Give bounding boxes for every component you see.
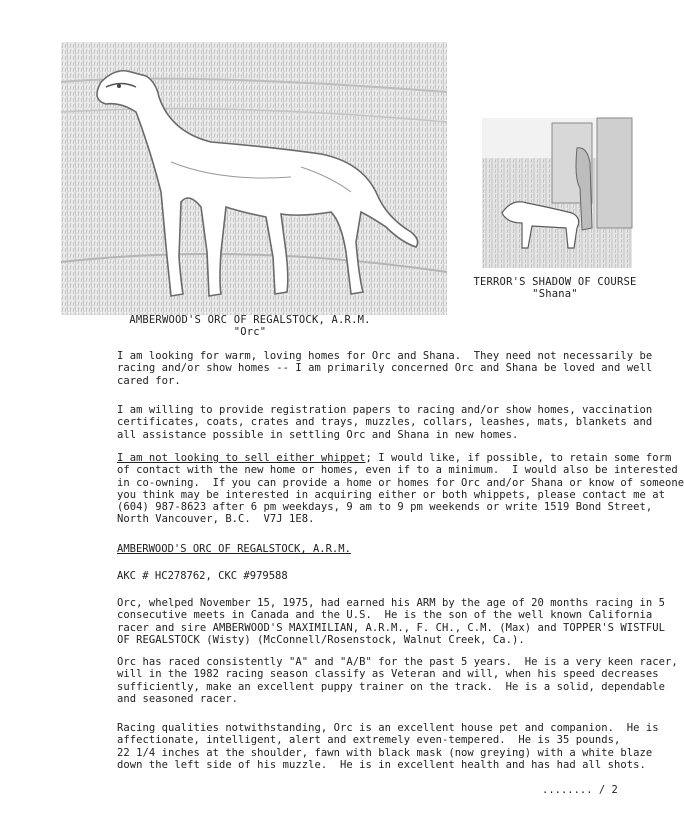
text-line: racing and/or show homes -- I am primarily concerned Orc and Shana be loved and well — [117, 362, 653, 375]
paragraph-temperament — [117, 722, 659, 771]
caption-nickname: "Orc" — [233, 326, 267, 338]
text-line: of contact with the new home or homes, even if to a minimum. I would also be interested — [117, 464, 678, 477]
caption-title: AMBERWOOD'S ORC OF REGALSTOCK, A.R.M. — [129, 314, 371, 326]
section-heading: AMBERWOOD'S ORC OF REGALSTOCK, A.R.M. — [117, 543, 351, 555]
text-line: sufficiently, make an excellent puppy trainer on the track. He is a solid, dependable — [117, 680, 665, 693]
underlined-statement: I am not looking to sell either whippet — [117, 452, 366, 464]
whippet-with-handler-photo — [482, 118, 632, 268]
caption-nickname: "Shana" — [532, 288, 578, 300]
text-line: all assistance possible in settling Orc and Shana in new homes. — [117, 428, 519, 441]
text-line: North Vancouver, B.C. V7J 1E8. — [117, 513, 315, 526]
photo-caption-orc — [100, 314, 400, 338]
text-line: I am looking for warm, loving homes for Orc and Shana. They need not necessarily be — [117, 350, 653, 362]
text-line: Orc, whelped November 15, 1975, had earned his ARM by the age of 20 months racing in 5 — [117, 597, 665, 609]
text-line: certificates, coats, crates and trays, muzzles, collars, leashes, mats, blankets and — [117, 416, 653, 429]
text-fragment: ; I would like, if possible, to retain some form — [365, 452, 672, 464]
paragraph-racing — [117, 656, 678, 705]
text-line: racer and sire AMBERWOOD'S MAXIMILIAN, A.R.M., F. CH., C.M. (Max) and TOPPER'S WISTFUL — [117, 621, 665, 634]
paragraph-contact — [117, 452, 684, 526]
text-line: affectionate, intelligent, alert and extremely even-tempered. He is 35 pounds, — [117, 734, 621, 747]
paragraph-pedigree — [117, 597, 665, 646]
photo-orc — [61, 42, 447, 315]
text-line: in co-owning. If you can provide a home or homes for Orc and/or Shana or know of someone — [117, 476, 684, 489]
text-line: down the left side of his muzzle. He is in excellent health and has had all shots. — [117, 758, 646, 771]
photo-shana — [482, 118, 632, 268]
photo-caption-shana — [470, 276, 640, 300]
registry-numbers: AKC # HC278762, CKC #979588 — [117, 570, 288, 582]
text-line: you think may be interested in acquiring either or both whippets, please contact me at — [117, 488, 665, 501]
text-line: I am willing to provide registration papers to racing and/or show homes, vaccination — [117, 404, 653, 416]
text-line: Racing qualities notwithstanding, Orc is an excellent house pet and companion. He is — [117, 722, 659, 734]
paragraph-homes-wanted — [117, 350, 653, 387]
text-line: OF REGALSTOCK (Wisty) (McConnell/Rosenstock, Walnut Creek, Ca.). — [117, 633, 525, 646]
text-line: and seasoned racer. — [117, 692, 239, 705]
text-line: (604) 987-8623 after 6 pm weekdays, 9 am to 9 pm weekends or write 1519 Bond Street, — [117, 501, 653, 514]
text-line: Orc has raced consistently "A" and "A/B" for the past 5 years. He is a very keen racer, — [117, 656, 678, 668]
text-line: cared for. — [117, 374, 181, 387]
text-line: 22 1/4 inches at the shoulder, fawn with black mask (now greying) with a white blaze — [117, 746, 653, 759]
text-line — [117, 452, 672, 464]
whippet-standing-photo — [61, 42, 447, 315]
text-line: will in the 1982 racing season classify as Veteran and will, when his speed decreases — [117, 668, 659, 681]
paragraph-provisions — [117, 404, 653, 441]
text-line: consecutive meets in Canada and the U.S. He is the son of the well known California — [117, 609, 653, 622]
caption-title: TERROR'S SHADOW OF COURSE — [473, 276, 637, 288]
page-number: ........ / 2 — [542, 784, 618, 796]
